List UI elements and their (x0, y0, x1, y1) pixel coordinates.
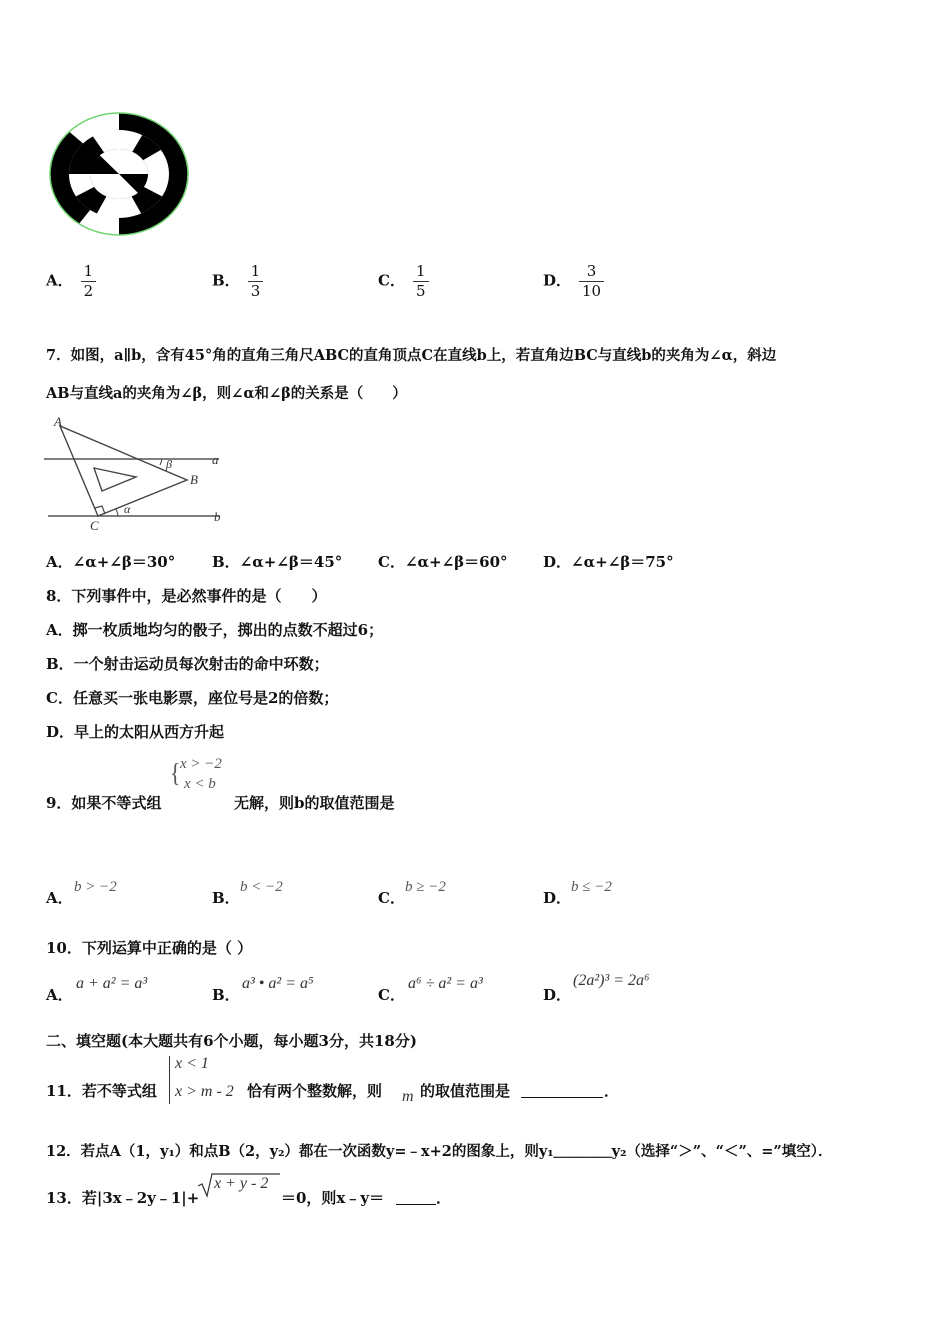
q13-answer-blank[interactable] (396, 1187, 436, 1205)
q9-ineq-1: x > −2 (180, 756, 222, 772)
q7-option-d: D．∠α+∠β＝75° (543, 553, 674, 571)
q10-option-d: D． (543, 986, 572, 1004)
q9-suffix: 无解，则b的取值范围是 (234, 794, 395, 812)
q7-option-c: C．∠α+∠β＝60° (378, 553, 508, 571)
q6-option-b: B． $\frac{1}{3}$ (212, 262, 263, 301)
q9-option-c-expr: b ≥ −2 (405, 879, 446, 895)
q11-suffix: 的取值范围是 (420, 1082, 511, 1100)
q6-option-d: D． $\frac{3}{10}$ (543, 262, 604, 301)
q10-option-b-expr: a³ • a² = a⁵ (242, 975, 314, 992)
q9-option-b-expr: b < −2 (240, 879, 283, 895)
q7-option-b: B．∠α+∠β＝45° (212, 553, 343, 571)
label-C: C (90, 518, 99, 533)
q7-stem-line2: AB与直线a的夹角为∠β，则∠α和∠β的关系是（ ） (46, 385, 407, 402)
q9-option-d: D． (543, 889, 572, 907)
q13-radicand: x + y - 2 (214, 1175, 269, 1192)
q7-stem-line1: 7．如图，a∥b，含有45°角的直角三角尺ABC的直角顶点C在直线b上，若直角边BC与直线b的夹角为∠α，斜边 (46, 347, 777, 364)
section-title: 二、填空题(本大题共有6个小题，每小题3分，共18分) (46, 1032, 417, 1050)
q12-text: 12．若点A（1，y₁）和点B（2，y₂）都在一次函数y=﹣x+2的图象上，则y₁＿＿＿＿y₂（选择“＞”、“＜”、=”填空）． (46, 1143, 833, 1160)
q11-system (163, 1052, 247, 1108)
q10-option-a: A． (46, 986, 73, 1004)
q8-option-d: D．早上的太阳从西方升起 (46, 723, 225, 741)
q10-option-c-expr: a⁶ ÷ a² = a³ (408, 975, 483, 992)
q6-figure (46, 112, 192, 244)
q8-option-a: A．掷一枚质地均匀的骰子，掷出的点数不超过6； (46, 621, 384, 639)
q9-option-c: C． (378, 889, 405, 907)
q10-option-b: B． (212, 986, 240, 1004)
q9-option-b: B． (212, 889, 240, 907)
q7-figure (44, 414, 234, 538)
q9-ineq-2: x < b (184, 776, 216, 792)
q8-option-c: C．任意买一张电影票，座位号是2的倍数； (46, 689, 339, 707)
q8-stem: 8．下列事件中，是必然事件的是（ ） (46, 587, 327, 605)
q9-option-a-expr: b > −2 (74, 879, 117, 895)
q10-option-c: C． (378, 986, 405, 1004)
q13-radical (198, 1172, 280, 1202)
label-a: a (212, 452, 219, 467)
q11-ineq-2: x > m - 2 (175, 1083, 234, 1100)
q9-option-a: A． (46, 889, 73, 907)
q13-end: ． (436, 1189, 452, 1207)
q6-option-a: A． $\frac{1}{2}$ (46, 262, 96, 301)
q9-prefix: 9．如果不等式组 (46, 794, 162, 812)
label-beta: β (166, 457, 172, 471)
label-alpha: α (124, 502, 131, 516)
label-b: b (214, 509, 221, 524)
q8-option-b: B．一个射击运动员每次射击的命中环数； (46, 655, 329, 673)
label-A: A (54, 414, 62, 429)
q9-option-d-expr: b ≤ −2 (571, 879, 612, 895)
q11-var: m (402, 1088, 414, 1105)
q7-option-a: A．∠α+∠β＝30° (46, 553, 176, 571)
label-B: B (190, 472, 198, 487)
q13-prefix: 13．若|3x﹣2y﹣1|+ (46, 1189, 200, 1207)
q11-end: ． (604, 1082, 620, 1100)
q6-option-c: C． $\frac{1}{5}$ (378, 262, 429, 301)
q13-suffix: ＝0，则x﹣y＝ (281, 1189, 385, 1207)
q10-stem: 10．下列运算中正确的是（ ） (46, 939, 253, 957)
q10-option-d-expr: (2a²)³ = 2a⁶ (573, 972, 650, 989)
q11-ineq-1: x < 1 (175, 1055, 209, 1072)
q11-answer-blank[interactable] (521, 1080, 603, 1098)
q11-middle: 恰有两个整数解，则 (247, 1082, 383, 1100)
q10-option-a-expr: a + a² = a³ (76, 975, 148, 992)
q11-prefix: 11．若不等式组 (46, 1082, 157, 1100)
